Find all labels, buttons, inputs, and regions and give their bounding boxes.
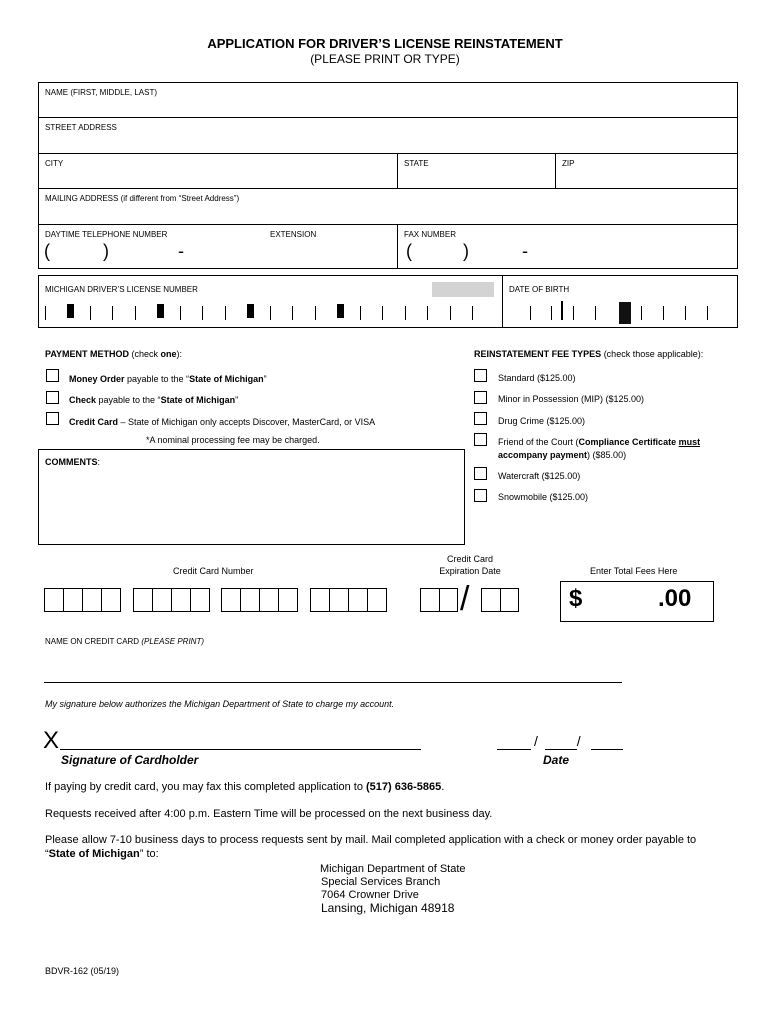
- mail-instructions-line1: Please allow 7-10 business days to process requests sent by mail. Mail completed application with a check or money order payable to: [45, 834, 697, 846]
- expiration-month[interactable]: [420, 588, 458, 612]
- name-field[interactable]: NAME (FIRST, MIDDLE, LAST): [45, 88, 158, 97]
- money-order-checkbox[interactable]: [46, 369, 59, 382]
- card-number-group-1[interactable]: [44, 588, 121, 612]
- watercraft-fee-label: Watercraft ($125.00): [498, 471, 581, 481]
- name-on-card-label: NAME ON CREDIT CARD (PLEASE PRINT): [45, 637, 204, 646]
- authorization-text: My signature below authorizes the Michigan Department of State to charge my account.: [45, 699, 395, 709]
- expiration-year[interactable]: [481, 588, 519, 612]
- date-label: Date: [543, 753, 570, 767]
- phone-area-close: ): [103, 241, 109, 261]
- drug-crime-fee-checkbox[interactable]: [474, 412, 487, 425]
- form-subtitle: (PLEASE PRINT OR TYPE): [310, 52, 460, 66]
- signature-x-mark: X: [43, 727, 60, 754]
- mailing-address-line3: 7064 Crowner Drive: [321, 889, 419, 901]
- payment-method-heading: PAYMENT METHOD (check one):: [45, 349, 183, 359]
- name-on-card-line[interactable]: [44, 682, 622, 683]
- signature-label: Signature of Cardholder: [61, 753, 199, 767]
- phone-area-open: (: [44, 241, 50, 261]
- standard-fee-checkbox[interactable]: [474, 369, 487, 382]
- state-field[interactable]: STATE: [404, 159, 429, 168]
- mail-instructions-line2: “State of Michigan” to:: [45, 848, 159, 860]
- phone-dash: -: [178, 241, 184, 261]
- fax-number-field[interactable]: FAX NUMBER: [404, 230, 457, 239]
- signature-line[interactable]: [60, 749, 421, 750]
- license-shaded-area: [432, 282, 494, 297]
- snowmobile-fee-label: Snowmobile ($125.00): [498, 492, 589, 502]
- snowmobile-fee-checkbox[interactable]: [474, 489, 487, 502]
- friend-of-court-checkbox[interactable]: [474, 433, 487, 446]
- date-year-line[interactable]: [591, 749, 623, 750]
- mip-fee-checkbox[interactable]: [474, 391, 487, 404]
- expiration-slash: /: [460, 580, 470, 618]
- date-month-line[interactable]: [497, 749, 531, 750]
- cutoff-instructions: Requests received after 4:00 p.m. Eastern Time will be processed on the next business day.: [45, 808, 493, 820]
- expiration-label-line2: Expiration Date: [439, 566, 501, 576]
- comments-box[interactable]: [38, 449, 465, 545]
- fax-dash: -: [522, 241, 528, 261]
- check-label: Check payable to the “State of Michigan”: [69, 395, 239, 405]
- friend-of-court-label-line2: accompany payment) ($85.00): [498, 450, 627, 460]
- license-number-field[interactable]: MICHIGAN DRIVER’S LICENSE NUMBER: [45, 285, 198, 294]
- form-id: BDVR-162 (05/19): [45, 966, 120, 976]
- total-fees-label: Enter Total Fees Here: [590, 566, 678, 576]
- card-number-group-2[interactable]: [133, 588, 210, 612]
- credit-card-checkbox[interactable]: [46, 412, 59, 425]
- dollar-sign: $: [569, 585, 583, 612]
- license-box: [38, 275, 738, 328]
- card-number-group-4[interactable]: [310, 588, 387, 612]
- fax-area-close: ): [463, 241, 469, 261]
- date-day-line[interactable]: [545, 749, 577, 750]
- city-field[interactable]: CITY: [45, 159, 64, 168]
- date-slashes: / /: [534, 733, 581, 749]
- standard-fee-label: Standard ($125.00): [498, 373, 576, 383]
- comments-label: COMMENTS:: [45, 457, 101, 467]
- mailing-address-line4: Lansing, Michigan 48918: [321, 901, 455, 915]
- street-address-field[interactable]: STREET ADDRESS: [45, 123, 117, 132]
- credit-card-label: Credit Card – State of Michigan only accepts Discover, MasterCard, or VISA: [69, 417, 376, 427]
- form-title: APPLICATION FOR DRIVER’S LICENSE REINSTATEMENT: [207, 36, 563, 51]
- expiration-label-line1: Credit Card: [446, 554, 493, 564]
- check-checkbox[interactable]: [46, 391, 59, 404]
- extension-field[interactable]: EXTENSION: [270, 230, 317, 239]
- fee-types-heading: REINSTATEMENT FEE TYPES (check those applicable):: [474, 349, 704, 359]
- mailing-address-field[interactable]: MAILING ADDRESS (if different from “Street Address”): [45, 194, 240, 203]
- fax-area-open: (: [406, 241, 412, 261]
- mip-fee-label: Minor in Possession (MIP) ($125.00): [498, 394, 645, 404]
- processing-fee-note: *A nominal processing fee may be charged.: [146, 435, 320, 445]
- total-cents: .00: [658, 585, 692, 612]
- watercraft-fee-checkbox[interactable]: [474, 467, 487, 480]
- date-of-birth-field[interactable]: DATE OF BIRTH: [509, 285, 570, 294]
- mailing-address-line1: Michigan Department of State: [320, 863, 466, 875]
- zip-field[interactable]: ZIP: [562, 159, 575, 168]
- drug-crime-fee-label: Drug Crime ($125.00): [498, 416, 586, 426]
- applicant-info-box: [38, 82, 738, 269]
- friend-of-court-label: Friend of the Court (Compliance Certificate must: [498, 437, 701, 447]
- daytime-phone-field[interactable]: DAYTIME TELEPHONE NUMBER: [45, 230, 168, 239]
- mailing-address-line2: Special Services Branch: [321, 876, 441, 888]
- card-number-group-3[interactable]: [221, 588, 298, 612]
- fax-instructions: If paying by credit card, you may fax this completed application to (517) 636-5865.: [45, 781, 445, 793]
- money-order-label: Money Order payable to the “State of Michigan”: [69, 374, 267, 384]
- card-number-label: Credit Card Number: [173, 566, 254, 576]
